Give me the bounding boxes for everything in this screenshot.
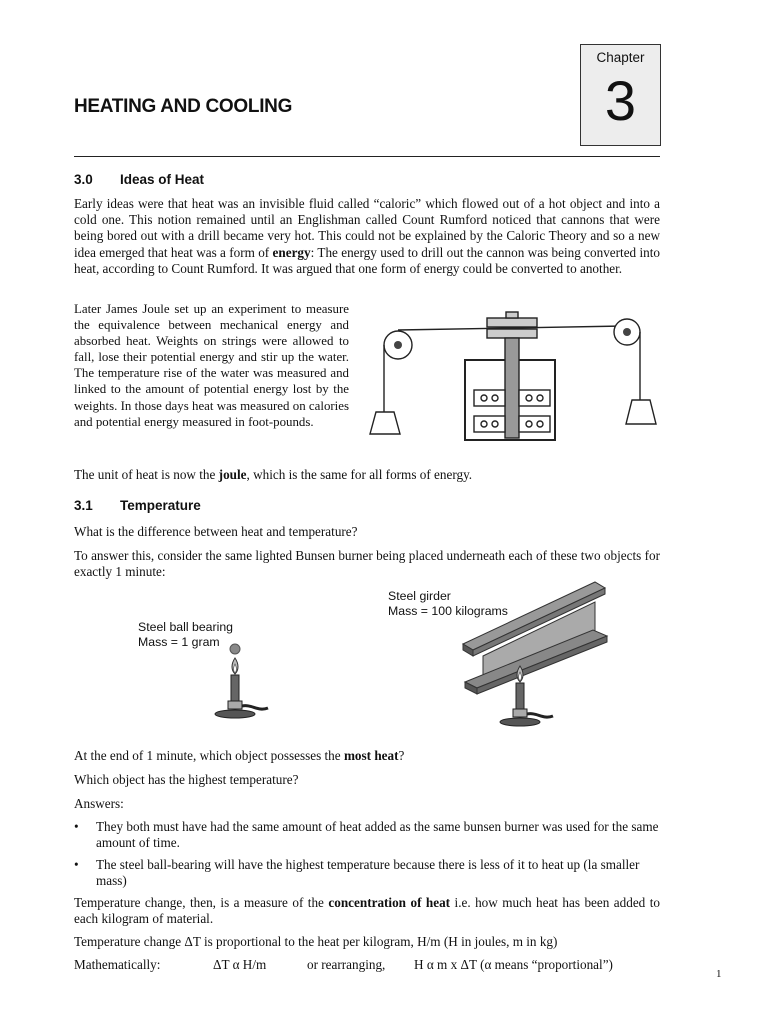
label-line: Mass = 1 gram: [138, 635, 220, 649]
bullet-icon: •: [74, 857, 79, 872]
text-run: ?: [398, 748, 405, 763]
section-title: Temperature: [120, 498, 201, 513]
steel-girder-burner-illustration: [455, 578, 615, 730]
bullet-text: They both must have had the same amount of heat added as the same bunsen burner was used for the same amount of time.: [96, 819, 659, 851]
paragraph-joule: Later James Joule set up an experiment to measure the equivalence between mechanical energy and absorbed heat. Weights on strings were allowed to fall, lose their potential energy and stir up the water. The temperature rise of the water was measured and linked to the amount of potential energy lost by the weights. In those days heat was measured on calories and potential energy measured in foot-pounds.: [74, 302, 349, 429]
bullet-text: The steel ball-bearing will have the highest temperature because there is less of it to heat up (la smaller mass): [96, 857, 640, 889]
page-title: HEATING AND COOLING: [74, 96, 293, 117]
math-connector: or rearranging,: [307, 957, 386, 972]
bold-term-concentration: concentration of heat: [328, 895, 451, 910]
label-line: Steel ball bearing: [138, 620, 234, 634]
math-equation-2: H α m x ΔT (α means “proportional”): [414, 957, 613, 972]
ball-bearing-burner-illustration: [212, 638, 272, 722]
joule-apparatus-diagram: [362, 304, 660, 444]
bold-term-energy: energy: [272, 244, 311, 260]
chapter-box: [580, 44, 661, 146]
section-number: 3.1: [74, 498, 93, 513]
paragraph-concentration-of-heat: [74, 895, 660, 927]
paragraph-joule-unit: [74, 467, 660, 483]
math-label: Mathematically:: [74, 957, 161, 972]
steel-ball: [230, 644, 240, 654]
answer-bullet-2: [74, 857, 660, 889]
paragraph-proportional: Temperature change ΔT is proportional to the heat per kilogram, H/m (H in joules, m in kg): [74, 934, 558, 949]
question-most-heat: [74, 748, 660, 764]
text-run: i.e. how much heat has been added to each kilogram of material.: [74, 895, 660, 927]
text-run: The unit of heat is now the: [74, 467, 219, 482]
text-run: At the end of 1 minute, which object possesses the: [74, 748, 344, 763]
label-line: Mass = 100 kilograms: [388, 604, 508, 618]
text-run: : The energy used to drill out the cannon was being converted into heat, according to Count Rumford. It was argued that one form of energy could be converted to another.: [74, 244, 660, 276]
label-line: Steel girder: [388, 589, 451, 603]
section-3-1-heading: [74, 498, 201, 513]
chapter-label: Chapter: [596, 50, 645, 65]
question-highest-temperature: Which object has the highest temperature?: [74, 772, 299, 787]
section-title: Ideas of Heat: [120, 172, 205, 187]
section-3-0-heading: [74, 172, 204, 187]
paragraph-bunsen-intro: To answer this, consider the same lighted Bunsen burner being placed underneath each of these two objects for exactly 1 minute:: [74, 548, 660, 580]
text-run: , which is the same for all forms of energy.: [246, 467, 473, 482]
chapter-number: 3: [604, 69, 637, 132]
bullet-icon: •: [74, 819, 79, 834]
answer-bullet-1: [74, 819, 660, 851]
math-equation-1: ΔT α H/m: [213, 957, 267, 972]
bold-term-joule: joule: [218, 467, 247, 482]
section-number: 3.0: [74, 172, 93, 187]
page-number: 1: [716, 968, 722, 980]
paragraph-caloric: [74, 196, 660, 277]
question-heat-vs-temperature: What is the difference between heat and temperature?: [74, 524, 358, 539]
header-rule: [74, 156, 660, 157]
text-run: Temperature change, then, is a measure of the: [74, 895, 329, 910]
bold-term-most-heat: most heat: [343, 748, 399, 763]
answers-label: Answers:: [74, 796, 124, 811]
text-run: Early ideas were that heat was an invisible fluid called “caloric” which flowed out of a hot object and into a cold one. This notion remained until an Englishman called Count Rumford noticed that cannons that were being bored out with a drill became very hot. This could not be explained by the Caloric Theory and so a new idea emerged that heat was a form of: [74, 196, 660, 260]
steel-girder: [463, 582, 607, 694]
